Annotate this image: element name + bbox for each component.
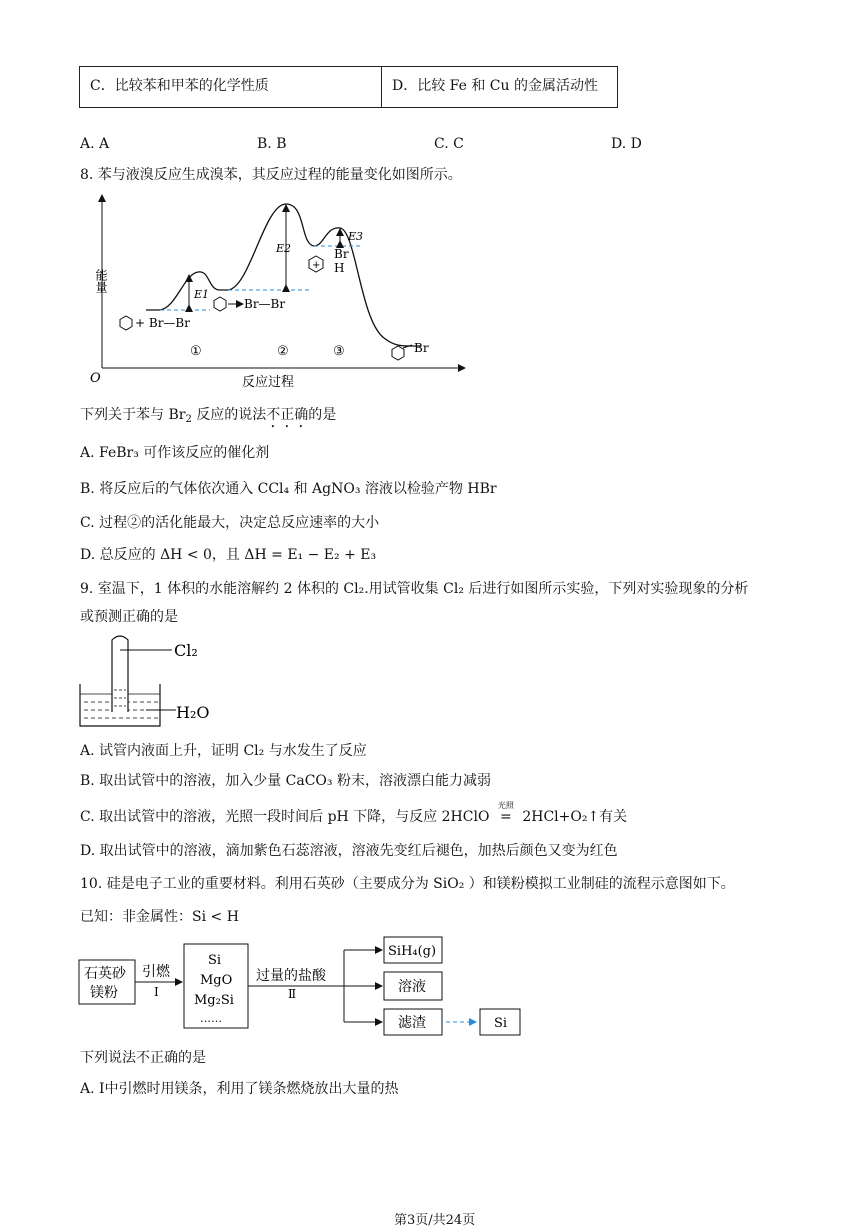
q9-option-c-pre: C. 取出试管中的溶液，光照一段时间后 pH 下降，与反应 2HClO [80, 809, 490, 825]
table-cell-c-text: C．比较苯和甲苯的化学性质 [90, 78, 269, 94]
out2-label: 溶液 [398, 979, 426, 995]
q7-option-c: C. C [434, 136, 464, 152]
intermediate2-h: H [334, 261, 345, 275]
box2-line1: Si [208, 953, 222, 968]
page-footer: 第3页/共24页 [394, 1213, 476, 1228]
product-label: Br [414, 341, 429, 355]
q10-question: 下列说法不正确的是 [80, 1050, 206, 1066]
q8-question-mid: 反应的说法 [191, 407, 267, 423]
q10-option-a: A. Ⅰ中引燃时用镁条，利用了镁条燃烧放出大量的热 [80, 1081, 399, 1097]
box2-line2: MgO [200, 973, 233, 988]
origin-label: O [90, 371, 101, 386]
bromobenzene-product-icon [392, 345, 412, 360]
intermediate1-label: Br—Br [244, 297, 286, 311]
q8-stem: 8. 苯与液溴反应生成溴苯，其反应过程的能量变化如图所示。 [80, 167, 462, 183]
intermediate2-br: Br [334, 247, 349, 261]
energy-diagram [80, 190, 480, 390]
step1-label: 引燃 [142, 964, 170, 980]
q9-stem-line2: 或预测正确的是 [80, 609, 178, 625]
box1-line1: 石英砂 [84, 966, 126, 982]
benzene-intermediate1-icon [214, 297, 226, 311]
step-1: ① [190, 344, 202, 359]
step2-label: 过量的盐酸 [256, 968, 326, 984]
q9-option-d: D. 取出试管中的溶液，滴加紫色石蕊溶液，溶液先变红后褪色，加热后颜色又变为红色 [80, 843, 618, 859]
sigma-complex-plus: + [312, 260, 321, 271]
y-axis-label-text: 能量 [84, 269, 108, 283]
q8-option-a: A. FeBr₃ 可作该反应的催化剂 [80, 445, 270, 461]
q8-option-d: D. 总反应的 ΔH < 0，且 ΔH = E₁ − E₂ + E₃ [80, 547, 377, 563]
out3-label: 滤渣 [398, 1015, 426, 1031]
q9-option-a: A. 试管内液面上升，证明 Cl₂ 与水发生了反应 [80, 743, 367, 759]
step-3: ③ [333, 344, 345, 359]
q9-option-c-arrow [494, 801, 518, 825]
box1-line2: 镁粉 [90, 985, 118, 1001]
h2o-label: H₂O [176, 703, 210, 722]
box2-line4: …… [200, 1012, 222, 1025]
x-axis-label: 反应过程 [242, 375, 295, 390]
e2-label: E2 [276, 242, 292, 255]
cl2-label: Cl₂ [174, 641, 198, 660]
e1-label: E1 [194, 288, 210, 301]
q9-option-b: B. 取出试管中的溶液，加入少量 CaCO₃ 粉末，溶液漂白能力减弱 [80, 773, 491, 789]
q10-known: 已知：非金属性：Si < H [80, 909, 239, 925]
chlorine-apparatus [76, 630, 236, 730]
q9-stem-line1: 9. 室温下，1 体积的水能溶解约 2 体积的 Cl₂.用试管收集 Cl₂ 后进行如图所示实验，下列对实验现象的分析 [80, 581, 749, 597]
q9-option-c-cond: 光照 [497, 801, 514, 810]
q9-option-c-post: 2HCl+O₂↑有关 [522, 809, 628, 825]
q7-option-b: B. B [257, 136, 287, 152]
q8-question [80, 404, 336, 431]
table-cell-c [79, 66, 382, 108]
q8-option-b: B. 将反应后的气体依次通入 CCl₄ 和 AgNO₃ 溶液以检验产物 HBr [80, 481, 497, 497]
q7-option-a: A. A [80, 136, 110, 152]
final-si-label: Si [494, 1016, 508, 1031]
q8-question-sub: 2 [185, 414, 192, 425]
box2-line3: Mg₂Si [194, 993, 234, 1008]
q8-question-emph: 不正确 [266, 407, 309, 423]
out1-label: SiH₄(g) [388, 944, 437, 959]
q7-option-d: D. D [611, 136, 642, 152]
q8-question-pre: 下列关于苯与 Br [80, 407, 186, 423]
q8-option-c: C. 过程②的活化能最大，决定总反应速率的大小 [80, 515, 380, 531]
y-axis-label [84, 268, 108, 293]
step2-num: Ⅱ [288, 987, 297, 1001]
benzene-reactant-icon [120, 316, 132, 330]
step1-num: Ⅰ [154, 985, 159, 999]
q9-option-c [80, 801, 628, 826]
step-2: ② [277, 344, 289, 359]
table-cell-d-text: D．比较 Fe 和 Cu 的金属活动性 [392, 78, 598, 94]
sigma-complex-icon [309, 256, 323, 272]
table-cell-d [381, 66, 618, 108]
e3-label: E3 [348, 230, 364, 243]
silicon-flow-diagram [76, 934, 526, 1038]
reactant-label: + Br—Br [135, 316, 190, 330]
equals-sign-icon: = [500, 809, 512, 825]
q8-question-post: 的是 [308, 407, 337, 423]
q10-stem: 10. 硅是电子工业的重要材料。利用石英砂（主要成分为 SiO₂ ）和镁粉模拟工业制硅的流程示意图如下。 [80, 876, 735, 892]
